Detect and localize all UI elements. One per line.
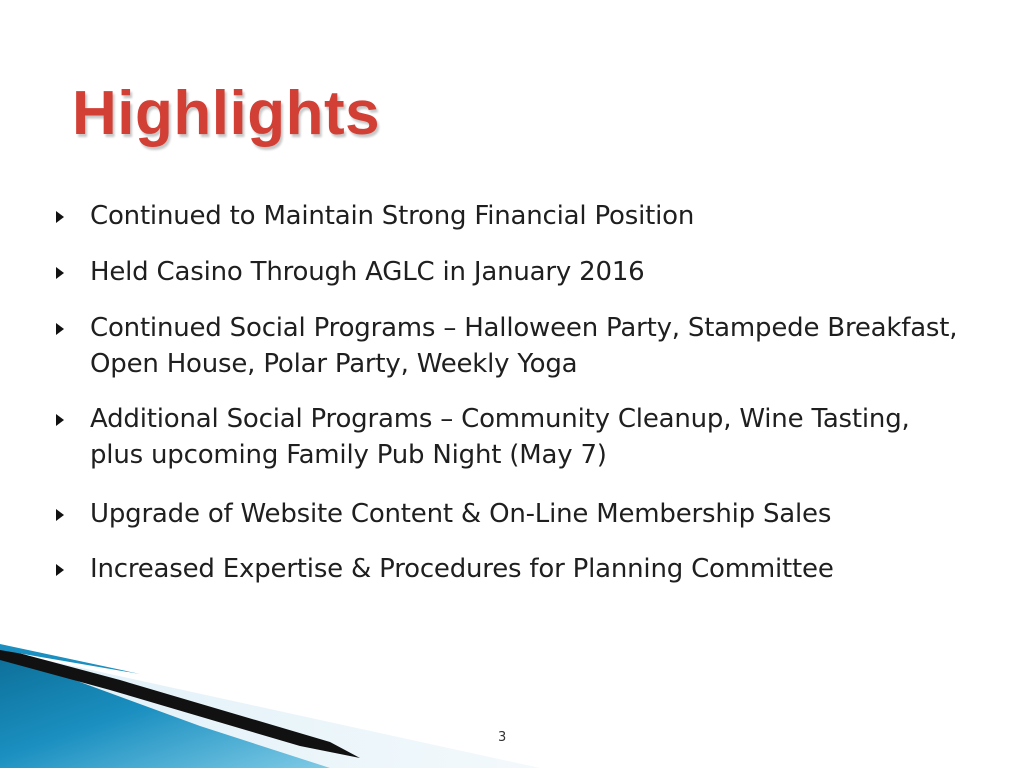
triangle-right-icon <box>56 509 64 521</box>
bullet-text: Increased Expertise & Procedures for Planning Committee <box>90 554 834 584</box>
bullet-text: Held Casino Through AGLC in January 2016 <box>90 257 645 287</box>
triangle-right-icon <box>56 564 64 576</box>
page-number: 3 <box>498 730 507 745</box>
bullet-text: Upgrade of Website Content & On-Line Membership Sales <box>90 499 832 529</box>
bullet-text: Additional Social Programs – Community Cleanup, Wine Tasting, plus upcoming Family Pub Night (May 7) <box>90 404 910 470</box>
triangle-right-icon <box>56 323 64 335</box>
triangle-right-icon <box>56 414 64 426</box>
bullet-text: Continued to Maintain Strong Financial Position <box>90 201 695 231</box>
slide-title: Highlights <box>72 79 381 148</box>
corner-swoosh-decoration <box>0 636 560 768</box>
bullet-text: Continued Social Programs – Halloween Party, Stampede Breakfast, Open House, Polar Party, Weekly Yoga <box>90 313 958 379</box>
triangle-right-icon <box>56 267 64 279</box>
triangle-right-icon <box>56 211 64 223</box>
